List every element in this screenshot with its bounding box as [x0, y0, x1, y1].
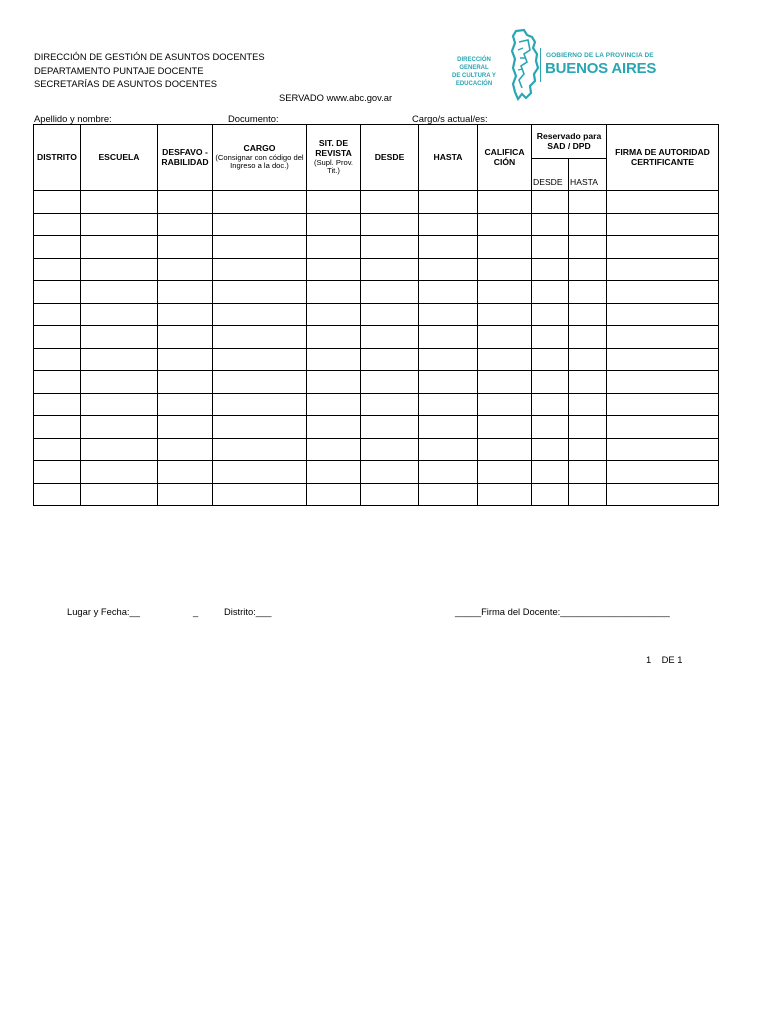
table-cell[interactable] [607, 348, 719, 371]
table-cell[interactable] [478, 258, 532, 281]
page-number: 1 DE 1 [646, 654, 683, 665]
table-cell[interactable] [34, 236, 81, 259]
col-reservado-hasta: HASTA [569, 159, 607, 191]
table-row [34, 416, 719, 439]
table-cell[interactable] [607, 258, 719, 281]
table-cell[interactable] [361, 303, 419, 326]
table-cell[interactable] [419, 281, 478, 304]
table-cell[interactable] [158, 393, 213, 416]
table-cell[interactable] [532, 483, 569, 506]
table-cell[interactable] [34, 281, 81, 304]
table-cell[interactable] [419, 461, 478, 484]
table-row [34, 371, 719, 394]
table-cell[interactable] [361, 281, 419, 304]
table-cell[interactable] [569, 348, 607, 371]
table-cell[interactable] [158, 281, 213, 304]
table-cell[interactable] [158, 258, 213, 281]
table-cell[interactable] [569, 326, 607, 349]
table-cell[interactable] [307, 236, 361, 259]
distrito-label: Distrito:___ [224, 606, 272, 617]
table-cell[interactable] [158, 416, 213, 439]
table-cell[interactable] [361, 461, 419, 484]
table-cell[interactable] [607, 416, 719, 439]
apellido-label: Apellido y nombre: [34, 113, 112, 124]
province-map-icon [510, 28, 540, 104]
table-cell[interactable] [81, 236, 158, 259]
logo-gov-text: GOBIERNO DE LA PROVINCIA DE [546, 52, 654, 59]
table-cell[interactable] [607, 371, 719, 394]
table-cell[interactable] [569, 438, 607, 461]
col-sit-revista [307, 125, 361, 191]
table-cell[interactable] [419, 393, 478, 416]
table-cell[interactable] [607, 303, 719, 326]
table-cell[interactable] [607, 326, 719, 349]
table-cell[interactable] [81, 281, 158, 304]
table-cell[interactable] [213, 281, 307, 304]
table-cell[interactable] [361, 438, 419, 461]
table-cell[interactable] [307, 191, 361, 214]
col-cargo [213, 125, 307, 191]
table-cell[interactable] [307, 213, 361, 236]
table-row [34, 303, 719, 326]
table-cell[interactable] [419, 348, 478, 371]
table-cell[interactable] [569, 281, 607, 304]
table-cell[interactable] [307, 348, 361, 371]
table-cell[interactable] [607, 393, 719, 416]
table-cell[interactable] [307, 483, 361, 506]
table-cell[interactable] [307, 371, 361, 394]
table-cell[interactable] [213, 326, 307, 349]
table-cell[interactable] [34, 213, 81, 236]
table-row [34, 393, 719, 416]
table-cell[interactable] [532, 191, 569, 214]
logo-buenos-aires-text: BUENOS AIRES [545, 60, 657, 77]
table-cell[interactable] [213, 348, 307, 371]
logo-dg-line1: DIRECCIÓN GENERAL [457, 57, 491, 71]
table-cell[interactable] [569, 236, 607, 259]
table-cell[interactable] [478, 371, 532, 394]
table-cell[interactable] [81, 371, 158, 394]
table-cell[interactable] [478, 303, 532, 326]
table-cell[interactable] [532, 393, 569, 416]
table-cell[interactable] [532, 326, 569, 349]
table-cell[interactable] [478, 483, 532, 506]
table-cell[interactable] [34, 461, 81, 484]
table-cell[interactable] [478, 213, 532, 236]
table-cell[interactable] [158, 461, 213, 484]
cargo-actual-label: Cargo/s actual/es: [412, 113, 488, 124]
table-cell[interactable] [307, 281, 361, 304]
table-cell[interactable] [81, 393, 158, 416]
table-cell[interactable] [34, 258, 81, 281]
table-cell[interactable] [419, 213, 478, 236]
table-cell[interactable] [361, 371, 419, 394]
table-cell[interactable] [81, 348, 158, 371]
table-cell[interactable] [607, 236, 719, 259]
table-cell[interactable] [532, 213, 569, 236]
table-cell[interactable] [478, 348, 532, 371]
table-cell[interactable] [532, 281, 569, 304]
col-cargo-label: CARGO [243, 143, 276, 154]
table-cell[interactable] [213, 258, 307, 281]
table-cell[interactable] [158, 213, 213, 236]
table-cell[interactable] [532, 303, 569, 326]
col-sit-note: (Supl. Prov. Tit.) [313, 157, 354, 176]
header-line-2: DEPARTAMENTO PUNTAJE DOCENTE [34, 64, 204, 76]
table-cell[interactable] [81, 213, 158, 236]
table-row [34, 326, 719, 349]
table-row [34, 281, 719, 304]
table-cell[interactable] [81, 461, 158, 484]
col-desfavorabilidad: DESFAVO - RABILIDAD [158, 125, 213, 191]
table-cell[interactable] [569, 258, 607, 281]
table-cell[interactable] [569, 213, 607, 236]
table-cell[interactable] [307, 461, 361, 484]
table-cell[interactable] [569, 483, 607, 506]
table-cell[interactable] [213, 191, 307, 214]
logo-dg-line2: DE CULTURA Y EDUCACIÓN [452, 73, 496, 87]
logo-dg-text [442, 56, 506, 88]
table-row [34, 348, 719, 371]
col-desde: DESDE [361, 125, 419, 191]
logo-separator [540, 48, 541, 82]
col-reservado-desde: DESDE [532, 159, 569, 191]
table-cell[interactable] [307, 326, 361, 349]
table-cell[interactable] [158, 483, 213, 506]
table-cell[interactable] [34, 483, 81, 506]
table-cell[interactable] [361, 348, 419, 371]
table-cell[interactable] [158, 348, 213, 371]
table-cell[interactable] [361, 326, 419, 349]
lugar-underscore: _ [193, 606, 199, 617]
table-cell[interactable] [478, 438, 532, 461]
table-cell[interactable] [419, 191, 478, 214]
table-cell[interactable] [532, 461, 569, 484]
table-row [34, 438, 719, 461]
table-row [34, 258, 719, 281]
table-cell[interactable] [307, 416, 361, 439]
table-cell[interactable] [34, 348, 81, 371]
table-cell[interactable] [213, 416, 307, 439]
table-cell[interactable] [607, 281, 719, 304]
table-cell[interactable] [361, 416, 419, 439]
table-cell[interactable] [34, 303, 81, 326]
table-cell[interactable] [419, 258, 478, 281]
table-cell[interactable] [361, 236, 419, 259]
table-cell[interactable] [478, 236, 532, 259]
servado-text: SERVADO www.abc.gov.ar [279, 92, 393, 103]
table-cell[interactable] [607, 483, 719, 506]
table-cell[interactable] [213, 461, 307, 484]
table-cell[interactable] [478, 191, 532, 214]
table-cell[interactable] [213, 483, 307, 506]
documento-label: Documento: [228, 113, 279, 124]
table-cell[interactable] [478, 326, 532, 349]
table-cell[interactable] [569, 416, 607, 439]
table-cell[interactable] [607, 461, 719, 484]
buenos-aires-logo [440, 28, 657, 104]
firma-docente-label: _____Firma del Docente:_____________________ [455, 606, 670, 617]
table-row [34, 483, 719, 506]
col-firma-autoridad: FIRMA DE AUTORIDAD CERTIFICANTE [607, 125, 719, 191]
table-cell[interactable] [419, 371, 478, 394]
table-cell[interactable] [158, 371, 213, 394]
table-cell[interactable] [419, 483, 478, 506]
table-cell[interactable] [81, 483, 158, 506]
table-cell[interactable] [34, 371, 81, 394]
table-cell[interactable] [81, 438, 158, 461]
table-cell[interactable] [34, 191, 81, 214]
table-row [34, 191, 719, 214]
table-cell[interactable] [34, 438, 81, 461]
table-cell[interactable] [158, 236, 213, 259]
table-cell[interactable] [569, 191, 607, 214]
table-cell[interactable] [478, 461, 532, 484]
table-cell[interactable] [34, 326, 81, 349]
table-cell[interactable] [34, 416, 81, 439]
table-cell[interactable] [532, 236, 569, 259]
table-cell[interactable] [158, 303, 213, 326]
table-cell[interactable] [569, 461, 607, 484]
col-sit-label: SIT. DE REVISTA [315, 138, 352, 158]
table-cell[interactable] [158, 191, 213, 214]
col-cargo-note: (Consignar con código del Ingreso a la doc.) [215, 152, 304, 171]
table-cell[interactable] [361, 191, 419, 214]
table-cell[interactable] [307, 258, 361, 281]
header-line-3: SECRETARÍAS DE ASUNTOS DOCENTES [34, 78, 218, 89]
table-cell[interactable] [532, 438, 569, 461]
table-cell[interactable] [213, 303, 307, 326]
table-cell[interactable] [307, 438, 361, 461]
table-cell[interactable] [419, 438, 478, 461]
table-cell[interactable] [361, 483, 419, 506]
table-cell[interactable] [307, 303, 361, 326]
table-cell[interactable] [607, 213, 719, 236]
col-reservado: Reservado para SAD / DPD [532, 125, 607, 159]
table-cell[interactable] [478, 393, 532, 416]
table-cell[interactable] [213, 393, 307, 416]
lugar-fecha-label: Lugar y Fecha:__ [67, 606, 140, 617]
table-cell[interactable] [213, 213, 307, 236]
antecedentes-table [33, 124, 719, 506]
table-cell[interactable] [419, 326, 478, 349]
table-cell[interactable] [532, 348, 569, 371]
table-cell[interactable] [532, 416, 569, 439]
table-row [34, 213, 719, 236]
table-cell[interactable] [34, 393, 81, 416]
table-body [34, 191, 719, 506]
table-cell[interactable] [419, 236, 478, 259]
table-cell[interactable] [81, 303, 158, 326]
header-line-1: DIRECCIÓN DE GESTIÓN DE ASUNTOS DOCENTES [34, 51, 265, 62]
table-cell[interactable] [307, 393, 361, 416]
table-row [34, 461, 719, 484]
table-cell[interactable] [158, 326, 213, 349]
table-cell[interactable] [569, 393, 607, 416]
table-cell[interactable] [81, 416, 158, 439]
table-cell[interactable] [213, 236, 307, 259]
table-cell[interactable] [158, 438, 213, 461]
col-calificacion: CALIFICA CIÓN [478, 125, 532, 191]
table-cell[interactable] [607, 191, 719, 214]
col-hasta: HASTA [419, 125, 478, 191]
table-cell[interactable] [419, 303, 478, 326]
table-cell[interactable] [361, 258, 419, 281]
table-cell[interactable] [361, 393, 419, 416]
table-cell[interactable] [478, 281, 532, 304]
table-cell[interactable] [81, 326, 158, 349]
table-cell[interactable] [607, 438, 719, 461]
table-cell[interactable] [569, 371, 607, 394]
table-cell[interactable] [532, 258, 569, 281]
table-cell[interactable] [81, 258, 158, 281]
table-cell[interactable] [361, 213, 419, 236]
col-escuela: ESCUELA [81, 125, 158, 191]
table-cell[interactable] [81, 191, 158, 214]
table-cell[interactable] [478, 416, 532, 439]
col-distrito: DISTRITO [34, 125, 81, 191]
table-cell[interactable] [532, 371, 569, 394]
table-row [34, 236, 719, 259]
table-cell[interactable] [569, 303, 607, 326]
table-cell[interactable] [213, 438, 307, 461]
table-cell[interactable] [213, 371, 307, 394]
table-cell[interactable] [419, 416, 478, 439]
